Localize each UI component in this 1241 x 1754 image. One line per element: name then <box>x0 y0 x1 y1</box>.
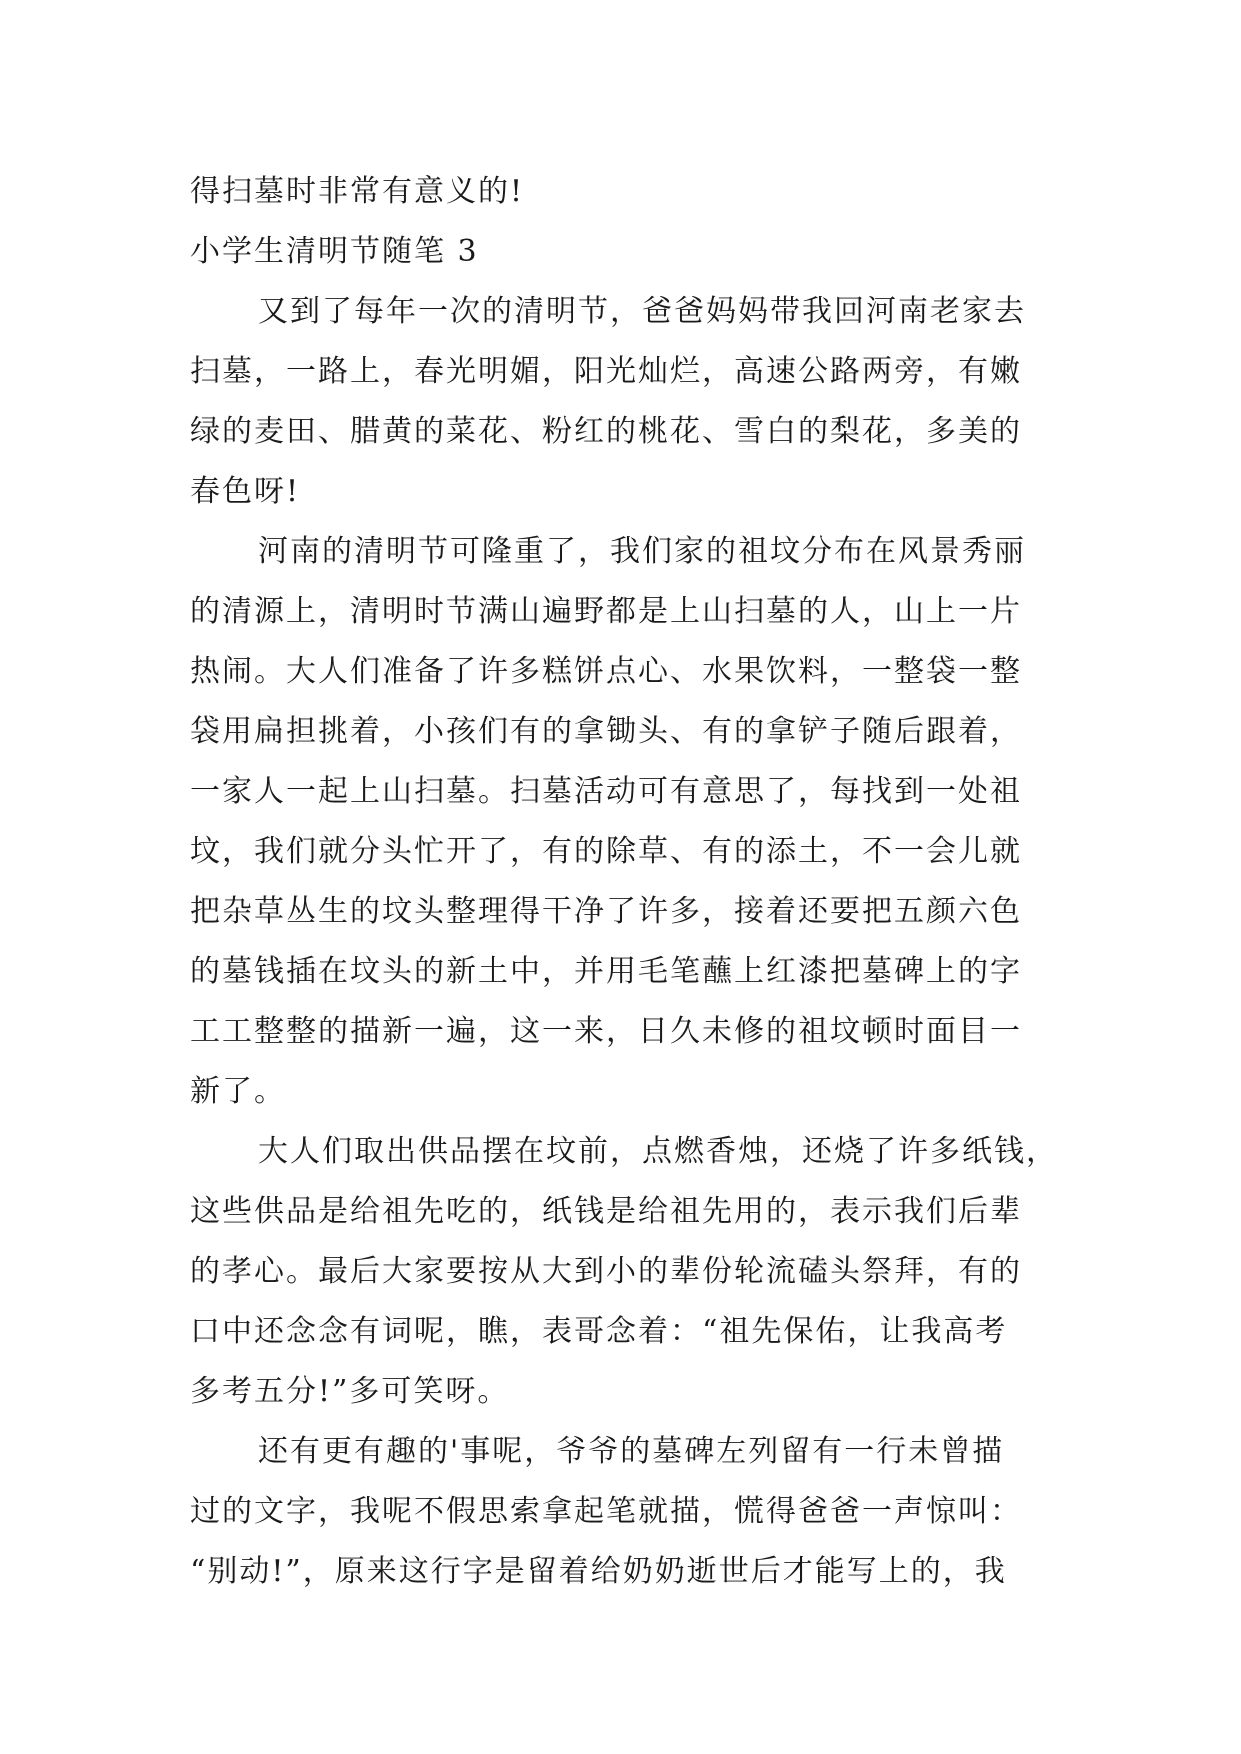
text-line: 过的文字，我呢不假思索拿起笔就描，慌得爸爸一声惊叫： <box>190 1494 1022 1529</box>
text-line: 的墓钱插在坟头的新土中，并用毛笔蘸上红漆把墓碑上的字 <box>190 954 1022 989</box>
text-line: 袋用扁担挑着，小孩们有的拿锄头、有的拿铲子随后跟着， <box>190 714 1022 749</box>
text-line: 还有更有趣的'事呢，爷爷的墓碑左列留有一行未曾描 <box>258 1434 1005 1469</box>
text-line: 热闹。大人们准备了许多糕饼点心、水果饮料，一整袋一整 <box>190 654 1022 689</box>
text-line: 绿的麦田、腊黄的菜花、粉红的桃花、雪白的梨花，多美的 <box>190 414 1022 449</box>
text-line: 这些供品是给祖先吃的，纸钱是给祖先用的，表示我们后辈 <box>190 1194 1022 1229</box>
document-body <box>190 162 1070 1602</box>
section-title: 小学生清明节随笔 3 <box>190 234 479 269</box>
text-line: 口中还念念有词呢，瞧，表哥念着：“祖先保佑，让我高考 <box>190 1314 1008 1349</box>
text-line: 工工整整的描新一遍，这一来，日久未修的祖坟顿时面目一 <box>190 1014 1022 1049</box>
text-line: 又到了每年一次的清明节，爸爸妈妈带我回河南老家去 <box>258 294 1026 329</box>
text-line: 的清源上，清明时节满山遍野都是上山扫墓的人，山上一片 <box>190 594 1022 629</box>
text-line: 大人们取出供品摆在坟前，点燃香烛，还烧了许多纸钱， <box>258 1134 1058 1169</box>
text-line: “别动!”，原来这行字是留着给奶奶逝世后才能写上的，我 <box>190 1554 1007 1589</box>
text-line: 坟，我们就分头忙开了，有的除草、有的添土，不一会儿就 <box>190 834 1022 869</box>
text-line: 河南的清明节可隆重了，我们家的祖坟分布在风景秀丽 <box>258 534 1026 569</box>
text-line: 得扫墓时非常有意义的! <box>190 174 525 209</box>
text-line: 的孝心。最后大家要按从大到小的辈份轮流磕头祭拜，有的 <box>190 1254 1022 1289</box>
text-line: 扫墓，一路上，春光明媚，阳光灿烂，高速公路两旁，有嫩 <box>190 354 1022 389</box>
text-line: 春色呀! <box>190 474 301 509</box>
text-line: 一家人一起上山扫墓。扫墓活动可有意思了，每找到一处祖 <box>190 774 1022 809</box>
text-line: 多考五分!”多可笑呀。 <box>190 1374 510 1409</box>
text-line: 新了。 <box>190 1074 286 1109</box>
text-line: 把杂草丛生的坟头整理得干净了许多，接着还要把五颜六色 <box>190 894 1022 929</box>
